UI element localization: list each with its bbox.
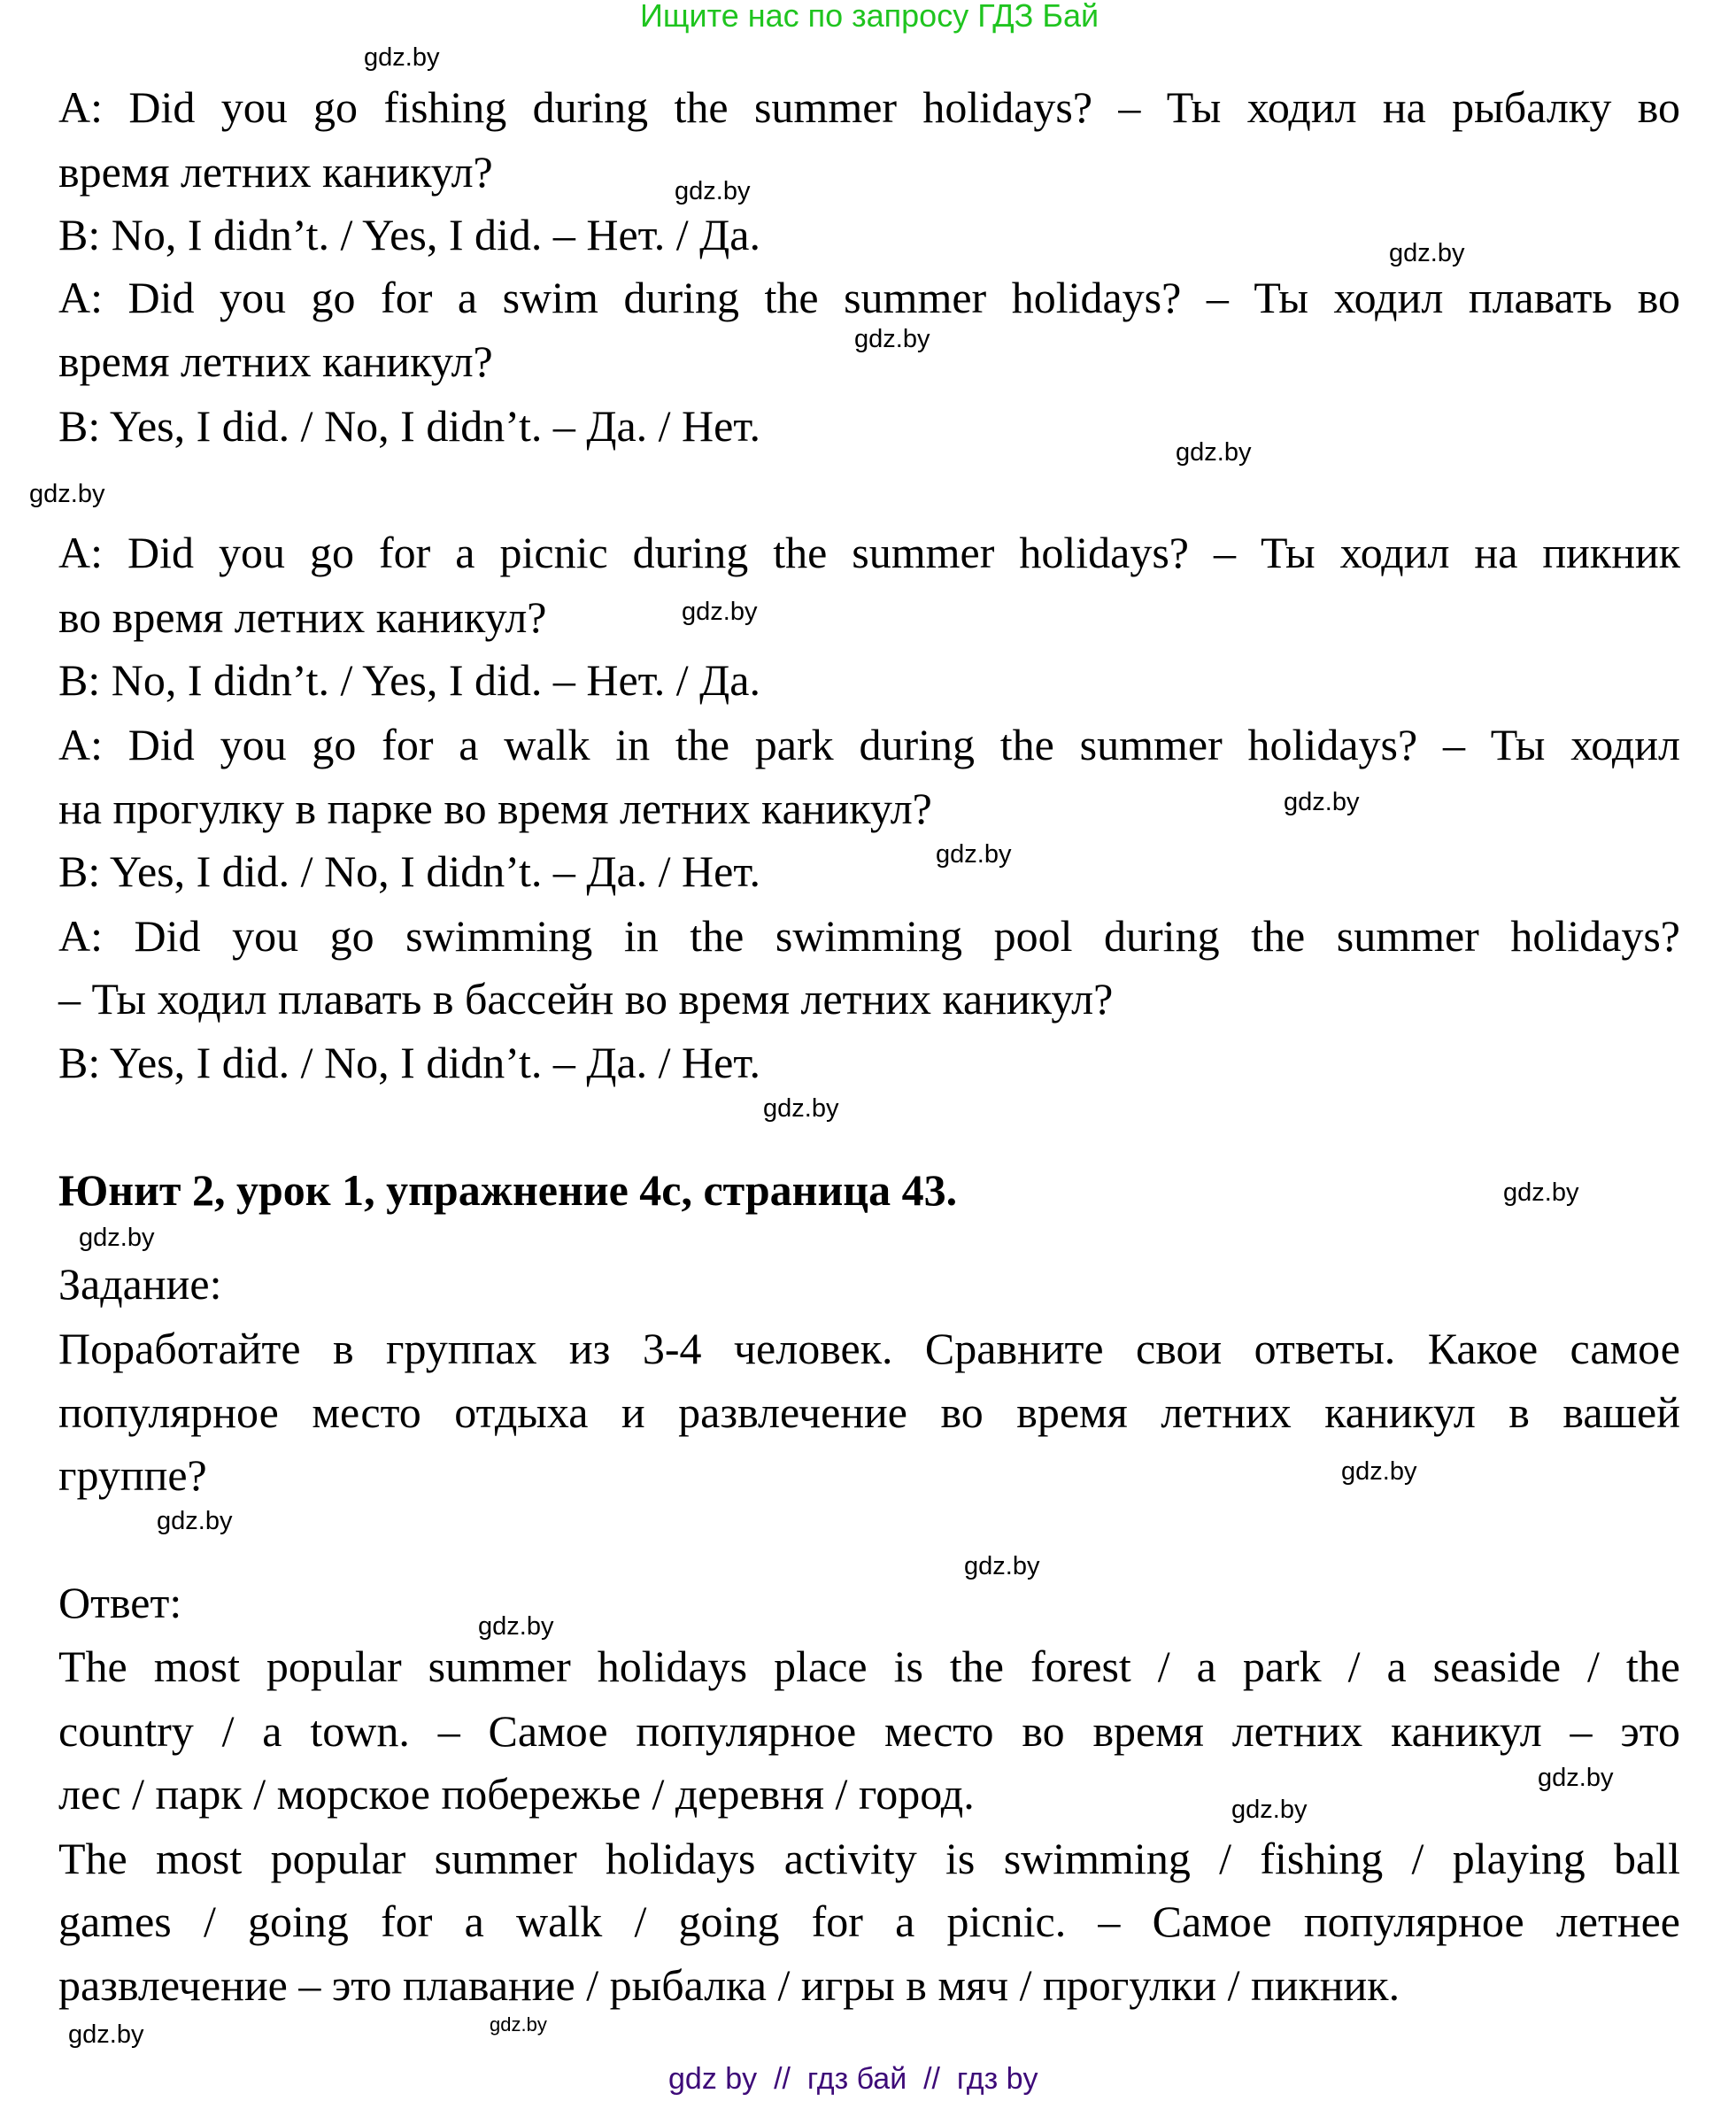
text-line: развлечение – это плавание / рыбалка / игры в мяч / прогулки / пикник.: [58, 1960, 1400, 2010]
watermark: gdz.by: [1176, 438, 1252, 467]
footer-banner: gdz by // гдз бай // гдз by: [668, 2062, 1038, 2096]
watermark: gdz.by: [1389, 239, 1465, 267]
watermark: gdz.by: [157, 1507, 233, 1535]
watermark: gdz.by: [68, 2020, 144, 2049]
text-line: группе?: [58, 1450, 207, 1500]
search-banner: Ищите нас по запросу ГДЗ Бай: [640, 0, 1099, 34]
watermark: gdz.by: [675, 177, 751, 205]
text-line: A: Did you go fishing during the summer holidays? – Ты ходил на рыбалку во: [58, 82, 1680, 132]
text-line: B: Yes, I did. / No, I didn’t. – Да. / Нет.: [58, 1038, 760, 1087]
text-line: B: No, I didn’t. / Yes, I did. – Нет. / Да.: [58, 655, 760, 705]
watermark: gdz.by: [964, 1552, 1040, 1580]
text-line: – Ты ходил плавать в бассейн во время летних каникул?: [58, 974, 1114, 1024]
text-line: A: Did you go for a picnic during the summer holidays? – Ты ходил на пикник: [58, 528, 1680, 577]
text-line: лес / парк / морское побережье / деревня / город.: [58, 1769, 975, 1819]
watermark: gdz.by: [1341, 1457, 1417, 1486]
answer-label: Ответ:: [58, 1578, 182, 1627]
text-line: The most popular summer holidays place is the forest / a park / a seaside / the: [58, 1642, 1680, 1691]
watermark: gdz.by: [1538, 1764, 1614, 1792]
text-line: The most popular summer holidays activity is swimming / fishing / playing ball: [58, 1834, 1680, 1883]
watermark: gdz.by: [478, 1612, 554, 1641]
text-line: Поработайте в группах из 3-4 человек. Сравните свои ответы. Какое самое: [58, 1324, 1680, 1373]
text-line: A: Did you go swimming in the swimming pool during the summer holidays?: [58, 911, 1680, 961]
text-line: B: Yes, I did. / No, I didn’t. – Да. / Нет.: [58, 846, 760, 896]
text-line: A: Did you go for a walk in the park during the summer holidays? – Ты ходил: [58, 720, 1680, 769]
watermark: gdz.by: [763, 1094, 839, 1123]
watermark: gdz.by: [79, 1224, 155, 1252]
text-line: время летних каникул?: [58, 147, 493, 197]
text-line: country / a town. – Самое популярное место во время летних каникул – это: [58, 1706, 1680, 1756]
task-label: Задание:: [58, 1259, 222, 1309]
watermark: gdz.by: [1231, 1796, 1308, 1824]
text-line: популярное место отдыха и развлечение во время летних каникул в вашей: [58, 1387, 1680, 1437]
section-heading: Юнит 2, урок 1, упражнение 4с, страница 43.: [58, 1165, 958, 1215]
watermark: gdz.by: [682, 598, 758, 626]
watermark: gdz.by: [490, 2013, 547, 2036]
text-line: время летних каникул?: [58, 336, 493, 386]
watermark: gdz.by: [854, 325, 930, 353]
text-line: B: No, I didn’t. / Yes, I did. – Нет. / Да.: [58, 210, 760, 259]
text-line: games / going for a walk / going for a picnic. – Самое популярное летнее: [58, 1897, 1680, 1946]
watermark: gdz.by: [364, 43, 440, 72]
watermark: gdz.by: [936, 840, 1012, 869]
text-line: во время летних каникул?: [58, 592, 547, 642]
watermark: gdz.by: [29, 480, 105, 508]
text-line: A: Did you go for a swim during the summer holidays? – Ты ходил плавать во: [58, 273, 1680, 322]
watermark: gdz.by: [1284, 788, 1360, 816]
text-line: B: Yes, I did. / No, I didn’t. – Да. / Нет.: [58, 401, 760, 451]
text-line: на прогулку в парке во время летних каникул?: [58, 784, 932, 833]
watermark: gdz.by: [1503, 1178, 1579, 1207]
